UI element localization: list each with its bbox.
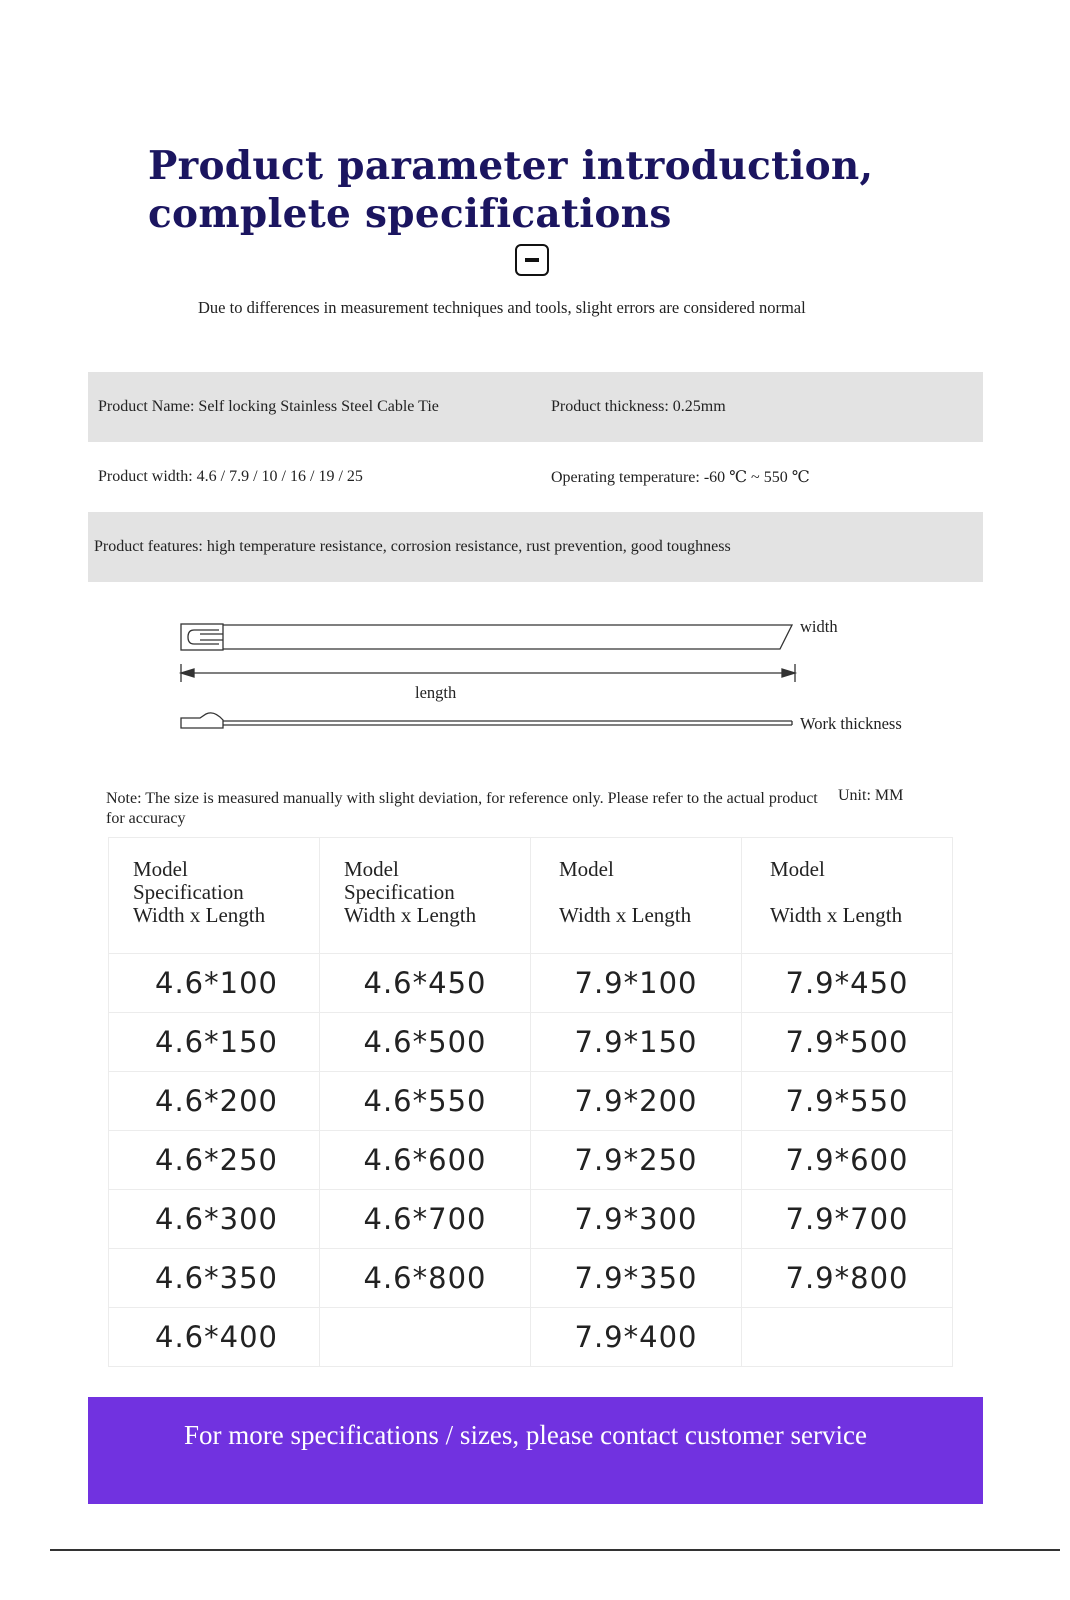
measurement-note: Note: The size is measured manually with slight deviation, for reference only. Please refer to the actual product for accuracy	[106, 790, 818, 827]
table-row	[109, 1190, 953, 1249]
product-features: Product features: high temperature resistance, corrosion resistance, rust prevention, good toughness	[94, 538, 731, 555]
contact-text: For more specifications / sizes, please contact customer service	[184, 1420, 868, 1450]
page-title-line-2: complete specifications	[148, 191, 672, 237]
header-line: Width x Length	[133, 903, 266, 927]
header-line: Specification	[344, 880, 455, 904]
cable-tie-diagram	[170, 612, 940, 742]
footer-divider	[50, 1549, 1060, 1551]
product-thickness: Product thickness: 0.25mm	[551, 398, 726, 415]
header-cell	[531, 838, 742, 954]
length-label: length	[415, 683, 457, 702]
page-title-line-1: Product parameter introduction,	[148, 143, 874, 189]
table-cell: 4.6*800	[320, 1249, 531, 1308]
info-row-features	[88, 512, 983, 582]
table-cell: 7.9*500	[742, 1013, 953, 1072]
width-label: width	[800, 617, 838, 636]
table-row	[109, 1249, 953, 1308]
header-line: Specification	[133, 880, 244, 904]
header-line: Model	[344, 857, 399, 881]
table-cell: 4.6*400	[109, 1308, 320, 1367]
table-row	[109, 954, 953, 1013]
table-cell: 4.6*350	[109, 1249, 320, 1308]
table-row	[109, 1013, 953, 1072]
table-cell: 7.9*100	[531, 954, 742, 1013]
header-line: Model	[133, 857, 188, 881]
table-cell	[742, 1308, 953, 1367]
info-row-name-thickness	[88, 372, 983, 442]
header-cell	[320, 838, 531, 954]
work-thickness-label: Work thickness	[800, 714, 902, 733]
cable-tie-top-view	[181, 624, 792, 650]
table-cell: 7.9*700	[742, 1190, 953, 1249]
table-cell: 7.9*600	[742, 1131, 953, 1190]
table-cell: 4.6*600	[320, 1131, 531, 1190]
table-cell: 7.9*550	[742, 1072, 953, 1131]
table-cell	[320, 1308, 531, 1367]
table-cell: 7.9*400	[531, 1308, 742, 1367]
cable-tie-side-view	[181, 713, 792, 728]
table-cell: 4.6*250	[109, 1131, 320, 1190]
table-row	[109, 1308, 953, 1367]
table-cell: 4.6*700	[320, 1190, 531, 1249]
table-cell: 7.9*800	[742, 1249, 953, 1308]
table-cell: 4.6*500	[320, 1013, 531, 1072]
unit-label: Unit: MM	[838, 787, 904, 804]
table-cell: 7.9*450	[742, 954, 953, 1013]
info-row-width-temperature	[88, 442, 983, 512]
table-cell: 4.6*150	[109, 1013, 320, 1072]
page-title	[148, 142, 873, 238]
table-cell: 7.9*250	[531, 1131, 742, 1190]
product-width: Product width: 4.6 / 7.9 / 10 / 16 / 19 / 25	[98, 468, 363, 485]
product-name: Product Name: Self locking Stainless Steel Cable Tie	[98, 398, 439, 415]
table-cell: 4.6*550	[320, 1072, 531, 1131]
specification-table	[108, 837, 953, 1367]
table-row	[109, 1072, 953, 1131]
table-cell: 4.6*450	[320, 954, 531, 1013]
table-header-row	[109, 838, 953, 954]
operating-temperature: Operating temperature: -60 ℃ ~ 550 ℃	[551, 469, 810, 486]
table-cell: 7.9*150	[531, 1013, 742, 1072]
table-cell: 7.9*200	[531, 1072, 742, 1131]
header-cell	[742, 838, 953, 954]
contact-banner	[88, 1397, 983, 1504]
header-line: Width x Length	[344, 903, 477, 927]
minus-square-icon	[515, 244, 549, 276]
header-line: Model	[559, 857, 614, 881]
header-line: Width x Length	[770, 903, 903, 927]
header-line: Width x Length	[559, 903, 692, 927]
table-cell: 7.9*300	[531, 1190, 742, 1249]
table-cell: 4.6*100	[109, 954, 320, 1013]
header-cell	[109, 838, 320, 954]
table-cell: 4.6*200	[109, 1072, 320, 1131]
table-row	[109, 1131, 953, 1190]
measurement-disclaimer: Due to differences in measurement techniques and tools, slight errors are considered normal	[198, 298, 806, 317]
table-cell: 4.6*300	[109, 1190, 320, 1249]
length-dimension	[181, 664, 795, 682]
header-line: Model	[770, 857, 825, 881]
table-cell: 7.9*350	[531, 1249, 742, 1308]
